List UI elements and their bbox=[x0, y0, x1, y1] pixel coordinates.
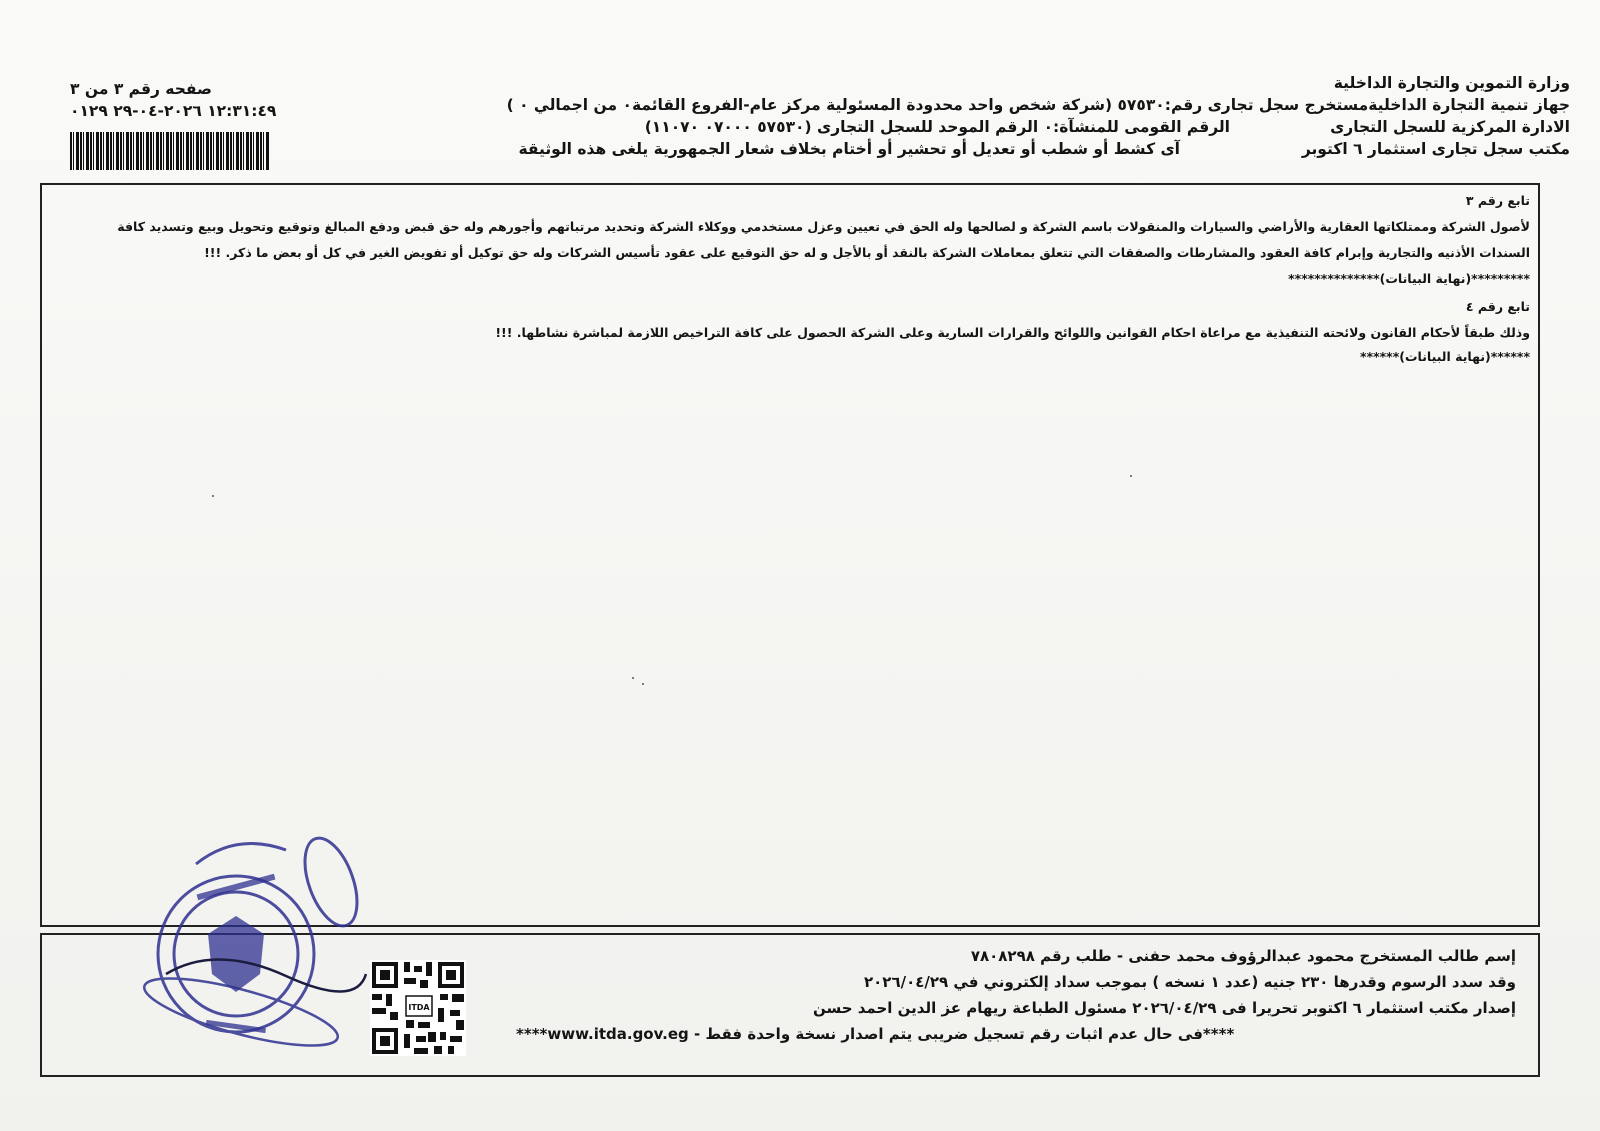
section-3-line-1: لأصول الشركة وممتلكاتها العقارية والأراضي والسيارات والمنقولات باسم الشركة و لصالحها وله الحق في تعيين وعزل مستخدمي ووكلاء الشركة وتحديد مرتباتهم وأجورهم وله حق قبض ودفع المبالغ وتوقيع وتحويل وبيع وتسديد كافة bbox=[117, 219, 1530, 234]
section-3-title: تابع رقم ٣ bbox=[1465, 193, 1530, 208]
fees-line: وقد سدد الرسوم وقدرها ٢٣٠ جنيه (عدد ١ نسخه ) بموجب سداد إلكتروني في ٢٠٢٦/٠٤/٢٩ bbox=[863, 973, 1516, 991]
scan-speck bbox=[632, 677, 634, 679]
scan-speck bbox=[642, 683, 644, 685]
qr-logo-text: ITDA bbox=[408, 1003, 430, 1012]
tamper-warning: آى كشط أو شطب أو تعديل أو تحشير أو أختام بخلاف شعار الجمهورية يلغى هذه الوثيقة bbox=[518, 140, 1180, 158]
section-4-title: تابع رقم ٤ bbox=[1465, 299, 1530, 314]
section-3-end: *********(نهاية البيانات)************** bbox=[1288, 271, 1530, 286]
section-4-end: ******(نهاية البيانات)****** bbox=[1360, 349, 1530, 364]
authority-line: جهاز تنمية التجارة الداخليةمستخرج سجل تجارى رقم:٥٧٥٣٠ (شركة شخص واحد محدودة المسئولية مركز عام-الفروع القائمة٠ من اجمالي ٠ ) bbox=[506, 96, 1570, 114]
notice-line: ****فى حال عدم اثبات رقم تسجيل ضريبى يتم اصدار نسخة واحدة فقط - www.itda.gov.eg**** bbox=[516, 1025, 1235, 1043]
registry-office: مكتب سجل تجارى استثمار ٦ اكتوبر bbox=[1301, 140, 1570, 158]
national-number: الرقم القومى للمنشآة:٠ الرقم الموحد للسجل التجارى (٥٧٥٣٠ ٠٧٠٠٠ ١١٠٧٠) bbox=[644, 118, 1230, 136]
section-4-line-1: وذلك طبقاً لأحكام القانون ولائحته التنفيذية مع مراعاة احكام القوانين واللوائح والقرارات السارية وعلى الشركة الحصول على كافة التراخيص اللازمة لمباشرة نشاطها. !!! bbox=[495, 325, 1530, 340]
document-header bbox=[390, 72, 1570, 160]
scan-speck bbox=[1130, 475, 1132, 477]
issued-line: إصدار مكتب استثمار ٦ اكتوبر تحريرا فى ٢٠٢٦/٠٤/٢٩ مسئول الطباعة ريهام عز الدين احمد حسن bbox=[812, 999, 1516, 1017]
barcode bbox=[70, 132, 270, 170]
ministry-name: وزارة التموين والتجارة الداخلية bbox=[1333, 74, 1570, 92]
content-box bbox=[40, 183, 1540, 927]
section-3-line-2: السندات الأذنيه والتجارية وإبرام كافة العقود والمشارطات والصفقات التي تتعلق بمعاملات الشركة بالنقد أو بالأجل و له حق التوقيع على عقود تأسيس الشركات وله حق توكيل أو تفويض الغير في كل أو بعض ما ذكر. !!! bbox=[204, 245, 1530, 260]
page-meta bbox=[70, 78, 360, 170]
official-stamp bbox=[136, 824, 406, 1074]
scan-speck bbox=[212, 495, 214, 497]
print-datetime: ١٢:٣١:٤٩ ٢٠٢٦-٠٤-٢٩ ٠١٢٩ bbox=[70, 102, 277, 120]
central-admin: الادارة المركزية للسجل التجارى bbox=[1330, 118, 1570, 136]
page-number: صفحه رقم ٣ من ٣ bbox=[70, 80, 213, 98]
requester-line: إسم طالب المستخرج محمود عبدالرؤوف محمد حفنى - طلب رقم ٧٨٠٨٢٩٨ bbox=[970, 947, 1516, 965]
